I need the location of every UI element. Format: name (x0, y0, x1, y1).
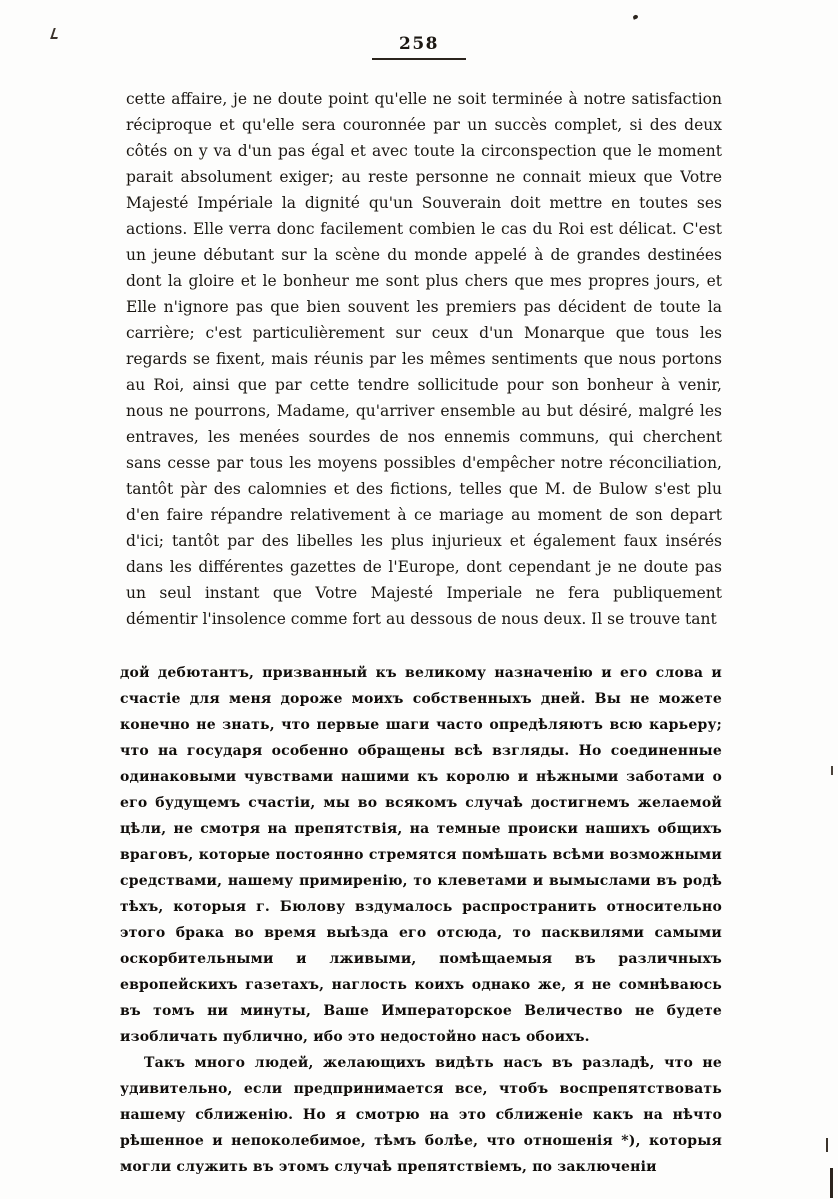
scan-artifact-right-tick (831, 766, 833, 775)
main-text-block (126, 86, 722, 632)
main-paragraph-french: cette affaire, je ne doute point qu'elle ne soit terminée à notre satisfaction réciproque et qu'elle sera couronnée par un succès complet, si des deux côtés on y va d'un pas égal et avec toute la circonspection que le moment parait absolument exiger; au reste personne ne connait mieux que Votre Majesté Impériale la dignité qu'un Souverain doit mettre en toutes ses actions. Elle verra donc facilement combien le cas du Roi est délicat. C'est un jeune débutant sur la scène du monde appelé à de grandes destinées dont la gloire et le bonheur me sont plus chers que mes propres jours, et Elle n'ignore pas que bien souvent les premiers pas décident de toute la carrière; c'est particulièrement sur ceux d'un Monarque que tous les regards se fixent, mais réunis par les mêmes sentiments que nous portons au Roi, ainsi que par cette tendre sollicitude pour son bonheur à venir, nous ne pourrons, Madame, qu'arriver ensemble au but désiré, malgré les entraves, les menées sourdes de nos ennemis communs, qui cherchent sans cesse par tous les moyens possibles d'empêcher notre réconciliation, tantôt pàr des calomnies et des fictions, telles que M. de Bulow s'est plu d'en faire répandre relativement à ce mariage au moment de son depart d'ici; tantôt par des libelles les plus injurieux et également faux insérés dans les différentes gazettes de l'Europe, dont cependant je ne doute pas un seul instant que Votre Majesté Imperiale ne fera publiquement démentir l'insolence comme fort au dessous de nous deux. Il se trouve tant (126, 90, 722, 628)
footnote-paragraph-1: дой дебютантъ, призванный къ великому назначенію и его слова и счастіе для меня дороже моихъ собственныхъ дней. Вы не можете конечно не знать, что первые шаги часто опредѣляютъ всю карьеру; что на государя особенно обращены всѣ взгляды. Но соединенные одинаковыми чувствами нашими къ королю и нѣжными заботами о его будущемъ счастіи, мы во всякомъ случаѣ достигнемъ желаемой цѣли, не смотря на препятствія, на темные происки нашихъ общихъ враговъ, которые постоянно стремятся помѣшать всѣми возможными средствами, нашему примиренію, то клеветами и вымыслами въ родѣ тѣхъ, которыя г. Бюлову вздумалось распространить относительно этого брака во время выѣзда его отсюда, то пасквилями самыми оскорбительными и лживыми, помѣщаемыя въ различныхъ европейскихъ газетахъ, наглость коихъ однако же, я не сомнѣваюсь въ томъ ни минуты, Ваше Императорское Величество не будете изобличать публично, ибо это недостойно насъ обоихъ. (120, 665, 722, 1045)
scan-artifact-right-edge-1 (826, 1138, 828, 1152)
scan-artifact-right-edge-2 (830, 1168, 833, 1198)
page-number: 258 (399, 34, 439, 54)
page-header (0, 0, 838, 60)
footnote-paragraph-2: Такъ много людей, желающихъ видѣть насъ въ разладѣ, что не удивительно, если предпринимается все, чтобъ воспрепятствовать нашему сближенію. Но я смотрю на это сближеніе какъ на нѣчто рѣшенное и непоколебимое, тѣмъ болѣе, что отношенія *), которыя могли служить въ этомъ случаѣ препятствіемъ, по заключеніи (120, 1055, 722, 1175)
page-number-rule (372, 58, 466, 60)
footnote-section (120, 660, 722, 1180)
